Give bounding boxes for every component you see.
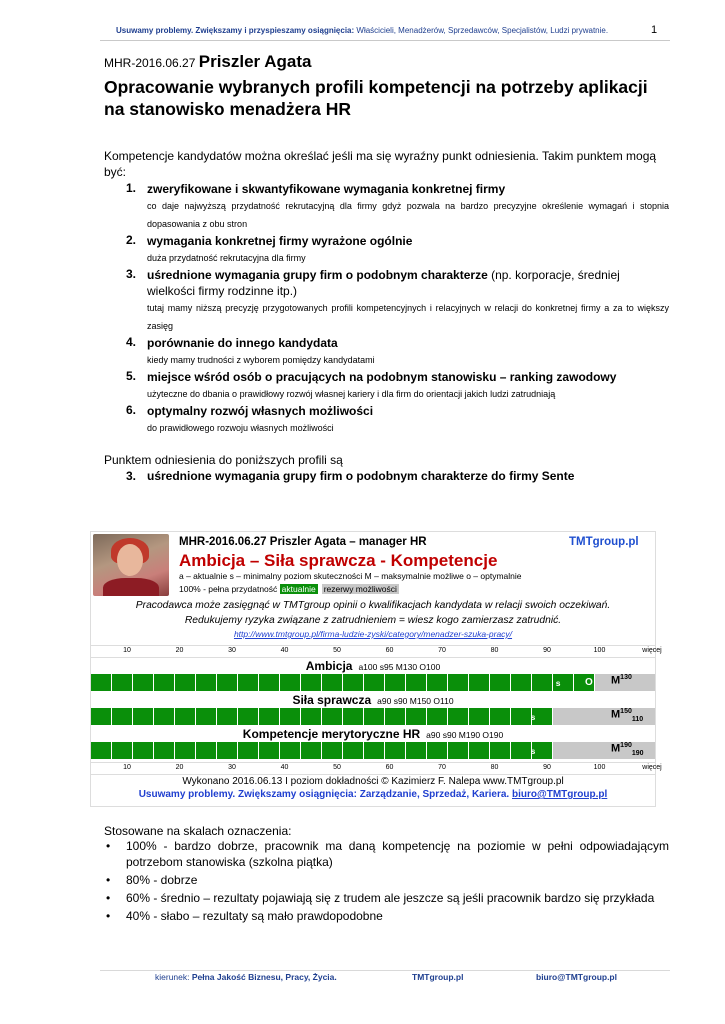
- reference-list-item: [104, 181, 669, 233]
- bar-cell: [511, 708, 532, 725]
- item-title: wymagania konkretnej firmy wyrażone ogólnie: [147, 234, 413, 248]
- bar-cell: [196, 742, 217, 759]
- scale-tick-label: 100: [593, 647, 606, 654]
- reference-list-item: [104, 403, 669, 437]
- bar-cell: [364, 742, 385, 759]
- legend-line-1: a – aktualnie s – minimalny poziom skuteczności M – maksymalnie możliwe o – optymalnie: [179, 571, 522, 581]
- bar-cell: [490, 742, 511, 759]
- item-title: optymalny rozwój własnych możliwości: [147, 404, 374, 418]
- reference-list-item: [104, 267, 669, 335]
- bar-cell: [175, 742, 196, 759]
- section-name: Siła sprawcza: [292, 693, 372, 707]
- bar-cell: [112, 742, 133, 759]
- header-text: [116, 26, 608, 35]
- bar-cell: [154, 708, 175, 725]
- profile-note-1: Pracodawca może zasięgnąć w TMTgroup opinii o kwalifikacjach kandydata w relacji swoich oczekiwań.: [135, 600, 611, 611]
- bar-cell: [196, 708, 217, 725]
- section-params: a100 s95 M130 O100: [358, 662, 441, 672]
- bar-cell: [280, 742, 301, 759]
- bar-cell: [196, 674, 217, 691]
- marks-list: [104, 838, 669, 926]
- bar-m-marker: $M^{190}_{190}$: [611, 742, 644, 757]
- doc-code: MHR-2016.06.27: [104, 56, 196, 70]
- profile-footer-mail[interactable]: biuro@TMTgroup.pl: [512, 789, 608, 800]
- bar-cell: [511, 742, 532, 759]
- bar-cell: [112, 708, 133, 725]
- profile-note-2: Redukujemy ryzyka związane z zatrudnieniem = wiesz kogo zamierzasz zatrudnić.: [184, 615, 562, 626]
- bar-cell: [301, 742, 322, 759]
- header-divider: [100, 40, 670, 41]
- bar-cell: [427, 742, 448, 759]
- marks-intro: Stosowane na skalach oznaczenia:: [104, 824, 292, 838]
- bar-cell: [259, 708, 280, 725]
- scale-tick-label: 80: [490, 647, 499, 654]
- bar-cell: [469, 674, 490, 691]
- section-heading: [91, 693, 655, 707]
- bar-cell: [91, 674, 112, 691]
- scale-tick-label: 80: [490, 764, 499, 771]
- footer-direction: [155, 972, 337, 982]
- scale-tick-label: więcej: [642, 647, 662, 654]
- section-name: Kompetencje merytoryczne HR: [242, 727, 421, 741]
- bar-cell: [217, 742, 238, 759]
- item-number: 2.: [126, 233, 137, 247]
- item-title: porównanie do innego kandydata: [147, 336, 338, 350]
- item-number: 6.: [126, 403, 137, 417]
- bar-cell: [427, 708, 448, 725]
- item-description: użyteczne do dbania o prawidłowy rozwój własnej kariery i dla firm do orientacji jakich ludzi zatrudniają: [147, 389, 556, 399]
- profile-photo: [93, 534, 169, 596]
- scale-tick-label: 40: [280, 647, 289, 654]
- section-heading: [91, 659, 655, 673]
- bar-cell: [364, 674, 385, 691]
- bar-cell: [343, 674, 364, 691]
- section-name: Ambicja: [305, 659, 353, 673]
- scale-tick-label: 30: [228, 647, 236, 654]
- bar-cell: [511, 674, 532, 691]
- bar-cell: [133, 742, 154, 759]
- profile-headline: Ambicja – Siła sprawcza - Kompetencje: [179, 551, 498, 570]
- bar-cell: [322, 742, 343, 759]
- bar-cell: [490, 708, 511, 725]
- bar-cell: [154, 742, 175, 759]
- footer-motto: Pełna Jakość Biznesu, Pracy, Życia.: [191, 972, 337, 982]
- page-footer: [0, 972, 725, 986]
- marks-list-item: • 40% - słabo – rezultaty są mało prawdopodobne: [104, 908, 669, 924]
- bar-cell: [385, 742, 406, 759]
- bar-m-marker: $M^{150}_{110}$: [611, 708, 644, 723]
- scale-tick-label: 50: [333, 647, 341, 654]
- bar-cell: [406, 742, 427, 759]
- footer-mail: biuro@TMTgroup.pl: [536, 972, 617, 982]
- scale-tick-label: 60: [385, 764, 394, 771]
- item-title: miejsce wśród osób o pracujących na podobnym stanowisku – ranking zawodowy: [147, 370, 617, 384]
- item-number: 4.: [126, 335, 137, 349]
- profile-brand: TMTgroup.pl: [569, 536, 639, 548]
- bar-cell: [469, 708, 490, 725]
- item-number: 5.: [126, 369, 137, 383]
- item-description: duża przydatność rekrutacyjna dla firmy: [147, 253, 306, 263]
- doc-title: Opracowanie wybranych profili kompetencji na potrzeby aplikacji na stanowisko menadżera HR: [104, 77, 648, 119]
- bar-cell: [532, 674, 553, 691]
- legend-prefix: 100% - pełna przydatność: [179, 584, 280, 594]
- footer-label: kierunek:: [155, 972, 192, 982]
- bar-cell: [301, 674, 322, 691]
- scale-tick-label: 70: [438, 647, 446, 654]
- scale-tick-label: 20: [175, 764, 184, 771]
- competency-bar: [91, 674, 655, 691]
- scale-tick-label: 90: [543, 647, 551, 654]
- scale-tick-label: 50: [333, 764, 341, 771]
- bar-cell: [322, 708, 343, 725]
- bar-cell: [406, 708, 427, 725]
- doc-author: Priszler Agata: [198, 52, 312, 71]
- bar-cell: [238, 674, 259, 691]
- bar-cell: [385, 674, 406, 691]
- bar-cell: [343, 708, 364, 725]
- legend-line-2: [179, 584, 399, 594]
- bar-cell: [238, 742, 259, 759]
- bar-cell: [175, 708, 196, 725]
- intro-paragraph: Kompetencje kandydatów można określać jeśli ma się wyraźny punkt odniesienia. Takim punktem mogą być:: [104, 149, 657, 179]
- bar-cell: [448, 674, 469, 691]
- doc-code-line: [104, 52, 311, 72]
- bar-cell: [385, 708, 406, 725]
- item-number: 3.: [126, 267, 137, 281]
- scale-tick-label: 70: [438, 764, 446, 771]
- bar-s-marker: s: [530, 712, 536, 722]
- profile-footer-2: [91, 789, 655, 800]
- bar-cell: [490, 674, 511, 691]
- bar-s-marker: s: [555, 678, 561, 688]
- bar-cell: [91, 708, 112, 725]
- bar-cell: [175, 674, 196, 691]
- bar-m-marker: $M^{130}$: [611, 674, 632, 687]
- bar-cell: [91, 742, 112, 759]
- reference-list-item: [104, 335, 669, 369]
- item-number: 1.: [126, 181, 137, 195]
- bar-cell: [343, 742, 364, 759]
- competency-bar: [91, 742, 655, 759]
- marks-list-item: • 100% - bardzo dobrze, pracownik ma daną kompetencję na poziomie w pełni odpowiadającym potrzebom stanowiska (szkolna piątka): [104, 838, 669, 870]
- scale-tick-label: 60: [385, 647, 394, 654]
- bar-cell: [280, 708, 301, 725]
- scale-tick-label: 90: [543, 764, 551, 771]
- profile-title: MHR-2016.06.27 Priszler Agata – manager HR: [179, 536, 427, 548]
- scale-tick-label: więcej: [642, 764, 662, 771]
- bar-cell: [217, 674, 238, 691]
- bar-cell: [427, 674, 448, 691]
- scale-tick-label: 30: [228, 764, 236, 771]
- bar-cell: [259, 742, 280, 759]
- profile-footer-text: Usuwamy problemy. Zwiększamy osiągnięcia: Zarządzanie, Sprzedaż, Kariera.: [138, 789, 512, 800]
- bar-cell: [217, 708, 238, 725]
- profile-card: [90, 531, 662, 807]
- scale-tick-label: 100: [593, 764, 606, 771]
- bar-cell: [259, 674, 280, 691]
- bar-cell: [448, 742, 469, 759]
- bar-cell: [469, 742, 490, 759]
- header-bold: Usuwamy problemy. Zwiększamy i przyspieszamy osiągnięcia:: [116, 26, 355, 35]
- footer-site: TMTgroup.pl: [412, 972, 464, 982]
- scale-row: [91, 645, 662, 658]
- reference-num: 3.: [126, 469, 137, 483]
- profile-url-link[interactable]: http://www.tmtgroup.pl/firma-ludzie-zyski/category/menadzer-szuka-pracy/: [233, 629, 513, 639]
- bar-o-marker: O: [585, 677, 593, 688]
- scale-tick-label: 10: [123, 647, 131, 654]
- reference-text: uśrednione wymagania grupy firm o podobnym charakterze do firmy Sente: [147, 469, 575, 483]
- bar-cell: [448, 708, 469, 725]
- marks-list-item: • 80% - dobrze: [104, 872, 669, 888]
- item-title: zweryfikowane i skwantyfikowane wymagania konkretnej firmy: [147, 182, 506, 196]
- bar-cell: [301, 708, 322, 725]
- section-heading: [91, 727, 655, 741]
- section-params: a90 s90 M150 O110: [377, 696, 454, 706]
- marks-list-item: • 60% - średnio – rezultaty pojawiają się z trudem ale jeszcze są jeśli pracownik bardzo się przykłada: [104, 890, 669, 906]
- item-description: do prawidłowego rozwoju własnych możliwości: [147, 423, 334, 433]
- bar-cell: [322, 674, 343, 691]
- bar-cell: [364, 708, 385, 725]
- reference-intro: Punktem odniesienia do poniższych profili są: [104, 453, 343, 467]
- section-params: a90 s90 M190 O190: [426, 730, 504, 740]
- scale-tick-label: 10: [123, 764, 131, 771]
- bar-s-marker: s: [530, 746, 536, 756]
- bar-cell: [280, 674, 301, 691]
- bar-cell: [406, 674, 427, 691]
- scale-tick-label: 20: [175, 647, 184, 654]
- item-description: tutaj mamy niższą precyzję przygotowanych profili kompetencyjnych i relacyjnych w relacji do konkretnej firmy a za to większy zasięg: [147, 303, 669, 331]
- item-description: kiedy mamy trudności z wyborem pomiędzy kandydatami: [147, 355, 375, 365]
- reference-list-item: [104, 233, 669, 267]
- bar-cell: [154, 674, 175, 691]
- bar-cell: [133, 708, 154, 725]
- bar-cell: [238, 708, 259, 725]
- profile-footer-1: Wykonano 2016.06.13 I poziom dokładności © Kazimierz F. Nalepa www.TMTgroup.pl: [182, 776, 564, 787]
- footer-divider: [100, 970, 670, 971]
- legend-rezerwy: rezerwy możliwości: [323, 584, 397, 594]
- header-rest: Właścicieli, Menadżerów, Sprzedawców, Specjalistów, Ludzi prywatnie.: [354, 26, 609, 35]
- scale-tick-label: 40: [280, 764, 289, 771]
- bar-cell: [133, 674, 154, 691]
- reference-list: [104, 181, 669, 437]
- item-description: co daje najwyższą przydatność rekrutacyjną dla firmy gdyż pozwala na bardzo precyzyjne określenie wymagań i stopnia dopasowania z obu stron: [147, 201, 669, 229]
- scale-row: [91, 762, 662, 775]
- legend-aktualnie: aktualnie: [281, 584, 316, 594]
- page-number: 1: [651, 24, 658, 36]
- item-title: uśrednione wymagania grupy firm o podobnym charakterze (np. korporacje, średniej wielkości firmy rodzinne itp.): [147, 268, 620, 298]
- bar-cell: [112, 674, 133, 691]
- reference-list-item: [104, 369, 669, 403]
- competency-bar: [91, 708, 655, 725]
